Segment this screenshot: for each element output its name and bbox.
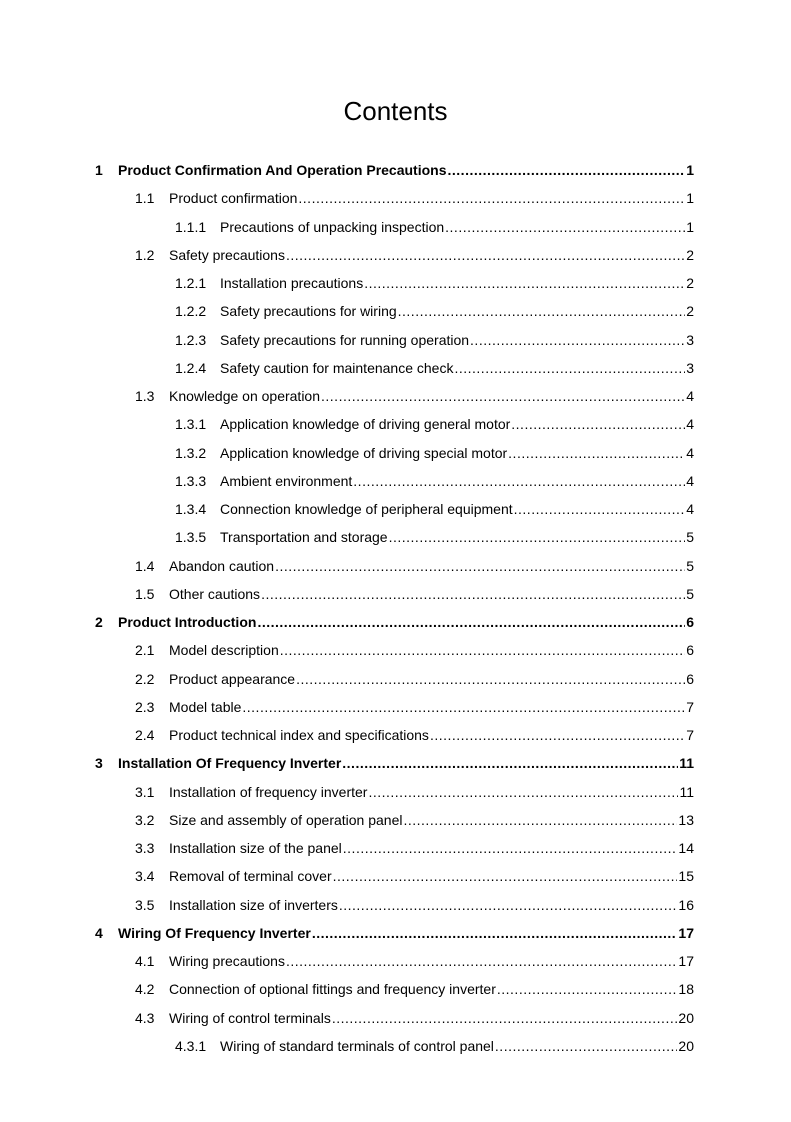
toc-entry-number: 3 [95, 755, 103, 772]
toc-entry[interactable] [0, 527, 791, 547]
toc-entry-label: Wiring precautions [169, 953, 285, 969]
toc-entry-label: Application knowledge of driving general motor [220, 416, 511, 433]
toc-entry-label: Other cautions [169, 585, 261, 602]
toc-entry[interactable] [0, 160, 791, 180]
toc-entry-number: 1.4 [135, 557, 155, 574]
toc-entry-number: 3.5 [135, 896, 155, 913]
toc-entry[interactable] [0, 951, 791, 971]
toc-entry-page: 11 [679, 755, 694, 772]
toc-entry-label: Product Introduction [118, 614, 257, 630]
toc-entry[interactable] [0, 584, 791, 604]
toc-entry-label: Installation Of Frequency Inverter [118, 755, 342, 772]
toc-entry-number: 3.2 [135, 811, 155, 828]
toc-entry-label: Installation size of the panel [169, 840, 342, 856]
toc-entry-number: 2.2 [135, 670, 155, 687]
toc-entry-label: Safety precautions for wiring [220, 303, 397, 320]
toc-entry-page: 4 [686, 501, 694, 517]
toc-entry-number: 1 [95, 162, 103, 178]
toc-entry-line [169, 386, 694, 406]
toc-entry-line [118, 612, 694, 632]
toc-entry-number: 1.2.4 [175, 359, 207, 376]
toc-entry-page: 15 [678, 868, 694, 885]
toc-entry-label: Knowledge on operation [169, 388, 321, 404]
toc-entry-number: 1.5 [135, 585, 155, 602]
toc-entry[interactable] [0, 782, 791, 802]
toc-entry[interactable] [0, 443, 791, 463]
toc-entry[interactable] [0, 273, 791, 293]
toc-entry-label: Precautions of unpacking inspection [220, 218, 445, 235]
dot-leader [296, 669, 685, 689]
toc-entry-label: Installation of frequency inverter [169, 783, 368, 800]
toc-entry-page: 4 [686, 444, 694, 461]
dot-leader [511, 414, 685, 434]
toc-entry-page: 11 [679, 783, 694, 800]
toc-entry-page: 4 [686, 416, 694, 433]
toc-entry-line [220, 414, 694, 434]
toc-entry-number: 2 [95, 614, 103, 630]
dot-leader [312, 923, 678, 943]
dot-leader [448, 160, 686, 180]
toc-entry-number: 1.1 [135, 190, 155, 207]
toc-entry-number: 2.4 [135, 727, 155, 743]
toc-entry[interactable] [0, 669, 791, 689]
toc-entry-label: Connection knowledge of peripheral equipment [220, 501, 513, 517]
dot-leader [343, 838, 678, 858]
toc-entry-page: 1 [686, 190, 694, 207]
toc-entry-number: 2.3 [135, 698, 155, 715]
toc-entry[interactable] [0, 217, 791, 237]
toc-entry-label: Installation precautions [220, 275, 364, 291]
toc-entry-page: 4 [686, 472, 694, 489]
toc-entry-line [169, 979, 694, 999]
toc-entry-page: 17 [678, 924, 694, 941]
toc-entry-line [118, 753, 694, 773]
toc-entry-line [169, 1008, 694, 1028]
toc-entry[interactable] [0, 1008, 791, 1028]
toc-entry-line [220, 527, 694, 547]
toc-entry-label: Size and assembly of operation panel [169, 811, 403, 828]
toc-entry-page: 1 [686, 218, 694, 235]
toc-entry[interactable] [0, 414, 791, 434]
toc-entry-line [169, 245, 694, 265]
toc-entry-line [220, 358, 694, 378]
toc-entry-line [220, 499, 694, 519]
toc-entry-line [169, 697, 694, 717]
toc-entry-number: 4.3 [135, 1009, 155, 1026]
toc-entry[interactable] [0, 245, 791, 265]
toc-entry-label: Transportation and storage [220, 529, 388, 546]
toc-entry-page: 16 [678, 896, 694, 913]
toc-entry-line [220, 471, 694, 491]
toc-entry[interactable] [0, 640, 791, 660]
toc-entry-label: Product confirmation [169, 190, 298, 207]
dot-leader [470, 330, 685, 350]
toc-entry-line [220, 301, 694, 321]
dot-leader [497, 979, 678, 999]
toc-entry-label: Model table [169, 698, 242, 715]
toc-entry[interactable] [0, 386, 791, 406]
toc-entry-line [169, 810, 694, 830]
toc-entry-number: 1.3.5 [175, 529, 207, 546]
toc-entry[interactable] [0, 725, 791, 745]
dot-leader [333, 866, 678, 886]
toc-entry-page: 2 [686, 275, 694, 291]
toc-entry-line [169, 838, 694, 858]
toc-entry-page: 3 [686, 359, 694, 376]
toc-entry[interactable] [0, 612, 791, 632]
toc-entry-page: 7 [686, 727, 694, 743]
dot-leader [275, 556, 685, 576]
toc-entry-label: Product Confirmation And Operation Precautions [118, 162, 447, 178]
toc-entry-number: 1.3.2 [175, 444, 207, 461]
toc-entry-number: 1.2 [135, 246, 155, 263]
toc-entry-number: 3.4 [135, 868, 155, 885]
toc-entry[interactable] [0, 979, 791, 999]
dot-leader [286, 951, 677, 971]
toc-entry-line [220, 217, 694, 237]
toc-entry-label: Safety caution for maintenance check [220, 359, 454, 376]
dot-leader [353, 471, 685, 491]
dot-leader [495, 1036, 678, 1056]
toc-entry-line [169, 584, 694, 604]
toc-entry-page: 5 [686, 557, 694, 574]
toc-entry-line [220, 443, 694, 463]
toc-entry[interactable] [0, 556, 791, 576]
toc-entry-label: Wiring of standard terminals of control panel [220, 1037, 494, 1054]
toc-entry-page: 6 [686, 614, 694, 630]
toc-entry-line [169, 866, 694, 886]
toc-entry-page: 1 [686, 162, 694, 178]
toc-entry-number: 3.1 [135, 783, 155, 800]
dot-leader [332, 1008, 678, 1028]
toc-entry-page: 20 [678, 1009, 694, 1026]
toc-entry-page: 3 [686, 331, 694, 348]
toc-entry-page: 13 [678, 811, 694, 828]
dot-leader [321, 386, 685, 406]
dot-leader [368, 782, 678, 802]
toc-entry-label: Connection of optional fittings and frequency inverter [169, 981, 496, 998]
toc-entry-label: Product technical index and specifications [169, 727, 429, 743]
toc-entry-number: 2.1 [135, 642, 155, 659]
toc-entry-number: 4.3.1 [175, 1037, 207, 1054]
toc-entry[interactable] [0, 499, 791, 519]
toc-entry[interactable] [0, 301, 791, 321]
toc-entry-page: 6 [686, 642, 694, 659]
toc-entry-label: Model description [169, 642, 279, 659]
dot-leader [364, 273, 685, 293]
toc-entry-label: Wiring of control terminals [169, 1009, 331, 1026]
toc-entry-label: Safety precautions [169, 246, 285, 263]
dot-leader [242, 697, 685, 717]
toc-entry-page: 5 [686, 585, 694, 602]
toc-entry-label: Abandon caution [169, 557, 275, 574]
toc-entry-number: 1.2.3 [175, 331, 207, 348]
toc-entry[interactable] [0, 923, 791, 943]
toc-entry[interactable] [0, 697, 791, 717]
dot-leader [257, 612, 685, 632]
toc-entry-line [169, 188, 694, 208]
toc-entry[interactable] [0, 866, 791, 886]
toc-entry-line [220, 330, 694, 350]
toc-entry-number: 1.3.3 [175, 472, 207, 489]
toc-entry-page: 14 [678, 840, 694, 856]
toc-entry-page: 7 [686, 698, 694, 715]
toc-entry-label: Installation size of inverters [169, 896, 338, 913]
toc-entry-number: 4.2 [135, 981, 155, 998]
page-title: Contents [343, 96, 448, 126]
toc-entry-page: 20 [678, 1037, 694, 1054]
dot-leader [445, 217, 685, 237]
toc-entry-line [169, 669, 694, 689]
dot-leader [342, 753, 678, 773]
toc-entry-number: 3.3 [135, 840, 155, 856]
toc-entry-page: 2 [686, 303, 694, 320]
toc-entry-line [169, 725, 694, 745]
toc-entry-line [118, 923, 694, 943]
toc-entry[interactable] [0, 895, 791, 915]
toc-entry-line [169, 556, 694, 576]
toc-entry-line [118, 160, 694, 180]
dot-leader [398, 301, 686, 321]
dot-leader [298, 188, 685, 208]
toc-entry-page: 17 [678, 953, 694, 969]
toc-entry-number: 1.3 [135, 388, 155, 404]
dot-leader [261, 584, 685, 604]
dot-leader [454, 358, 685, 378]
dot-leader [514, 499, 686, 519]
toc-entry-number: 1.3.1 [175, 416, 207, 433]
toc-entry-label: Ambient environment [220, 472, 353, 489]
toc-entry-page: 18 [678, 981, 694, 998]
toc-entry[interactable] [0, 810, 791, 830]
toc-entry-line [169, 782, 694, 802]
toc-entry-line [169, 951, 694, 971]
toc-entry-number: 1.3.4 [175, 501, 207, 517]
toc-entry-label: Product appearance [169, 670, 296, 687]
toc-entry-line [169, 640, 694, 660]
dot-leader [430, 725, 685, 745]
toc-entry-page: 5 [686, 529, 694, 546]
toc-entry-label: Wiring Of Frequency Inverter [118, 924, 311, 941]
toc-entry[interactable] [0, 358, 791, 378]
toc-entry-label: Safety precautions for running operation [220, 331, 470, 348]
toc-entry[interactable] [0, 330, 791, 350]
toc-entry-number: 4.1 [135, 953, 155, 969]
dot-leader [286, 245, 685, 265]
dot-leader [403, 810, 677, 830]
toc-entry[interactable] [0, 1036, 791, 1056]
toc-entry-number: 4 [95, 924, 103, 941]
toc-entry[interactable] [0, 471, 791, 491]
toc-entry[interactable] [0, 188, 791, 208]
toc-entry-number: 1.1.1 [175, 218, 207, 235]
toc-entry-line [220, 273, 694, 293]
toc-entry[interactable] [0, 838, 791, 858]
dot-leader [280, 640, 685, 660]
toc-entry-line [169, 895, 694, 915]
toc-entry-page: 4 [686, 388, 694, 404]
toc-entry-label: Removal of terminal cover [169, 868, 332, 885]
dot-leader [508, 443, 685, 463]
toc-entry-number: 1.2.2 [175, 303, 207, 320]
toc-entry[interactable] [0, 753, 791, 773]
dot-leader [339, 895, 678, 915]
toc-entry-label: Application knowledge of driving special motor [220, 444, 508, 461]
toc-entry-number: 1.2.1 [175, 275, 207, 291]
toc-entry-page: 6 [686, 670, 694, 687]
dot-leader [389, 527, 686, 547]
toc-entry-line [220, 1036, 694, 1056]
toc-entry-page: 2 [686, 246, 694, 263]
